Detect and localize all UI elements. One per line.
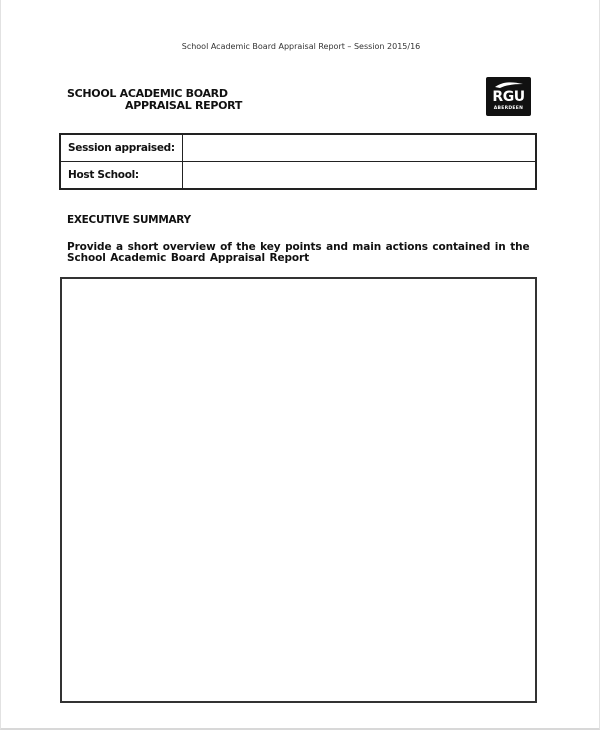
running-header: School Academic Board Appraisal Report – Session 2015/16 [181, 42, 421, 51]
report-title [67, 88, 242, 112]
report-title-line-1: SCHOOL ACADEMIC BOARD [67, 87, 228, 100]
report-title-line-2: APPRAISAL REPORT [125, 99, 243, 112]
session-appraised-field[interactable] [183, 134, 537, 162]
executive-summary-prompt: Provide a short overview of the key points and main actions contained in the School Academic Board Appraisal Report [67, 241, 530, 264]
host-school-label: Host School: [60, 162, 183, 190]
table-row [60, 134, 536, 162]
host-school-field[interactable] [183, 162, 537, 190]
logo-text: RGU [492, 89, 525, 105]
swoosh-icon [494, 81, 524, 89]
executive-summary-heading: EXECUTIVE SUMMARY [67, 214, 191, 226]
rgu-logo-icon [486, 77, 531, 116]
session-info-table [59, 133, 537, 190]
logo-subtext: ABERDEEN [493, 106, 524, 111]
executive-summary-field[interactable] [60, 277, 537, 703]
table-row [60, 162, 536, 190]
session-appraised-label: Session appraised: [60, 134, 183, 162]
